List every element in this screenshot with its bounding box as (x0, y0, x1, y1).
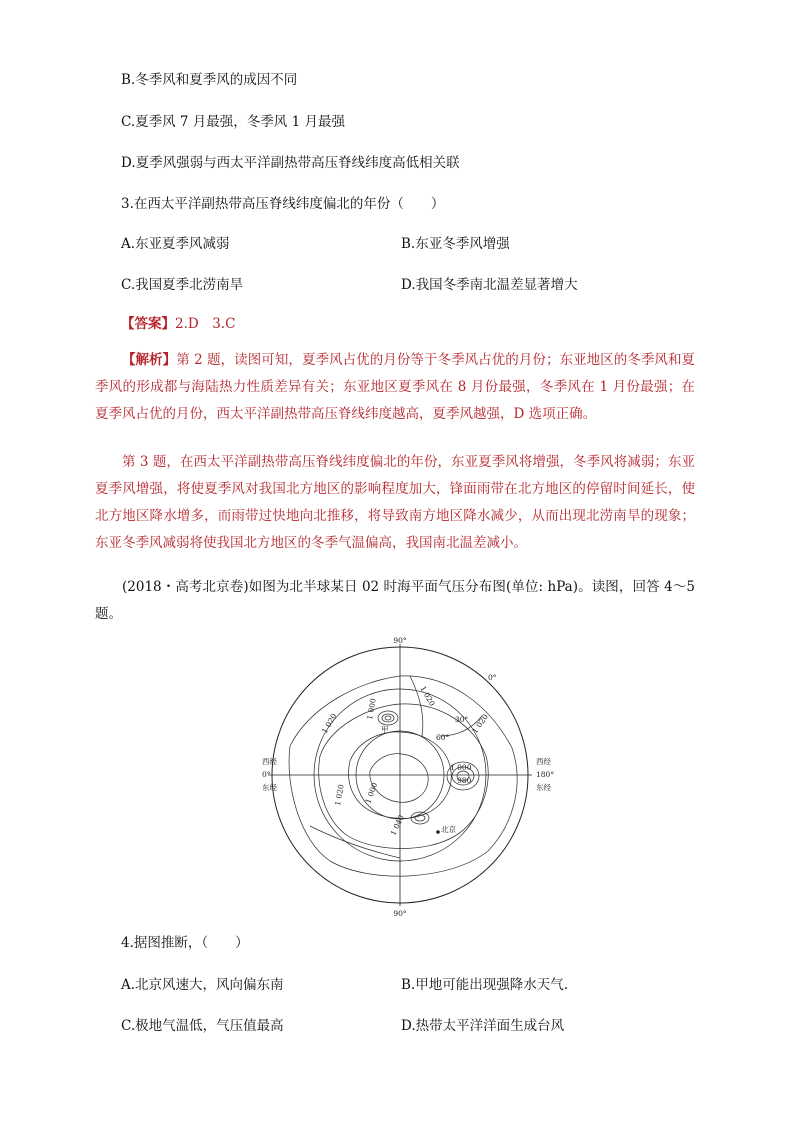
label-30-degree: 30° (455, 715, 469, 724)
q3-option-b: B.东亚冬季风增强 (401, 236, 510, 252)
analysis-text-2: 第 3 题，在西太平洋副热带高压脊线纬度偏北的年份，东亚夏季风将增强，冬季风将减弱；东亚夏季风增强，将使夏季风对我国北方地区的影响程度加大，锋面雨带在北方地区的停留时间延长，使北方地区降水增多，而雨带过快地向北推移，将导致南方地区降水减少，从而出现北涝南旱的现象；东亚冬季风减弱将使我国北方地区的冬季气温偏高，我国南北温差减小。 (95, 454, 695, 551)
label-beijing: 北京 (441, 825, 456, 834)
isobar-label-1020-top: 1 020 (418, 684, 437, 708)
label-90-top: 90° (393, 636, 407, 645)
isobar-label-1020-lower: 1 020 (333, 783, 346, 807)
label-60-degree: 60° (436, 733, 450, 742)
isobar-label-1000-right: 1 000 (450, 763, 472, 772)
analysis-tag: 【解析】 (122, 352, 177, 368)
analysis-text-1: 第 2 题，读图可知，夏季风占优的月份等于冬季风占优的月份；东亚地区的冬季风和夏季风的形成都与海陆热力性质差异有关；东亚地区夏季风在 8 月份最强，冬季风在 1 月份最强；在夏季风占优的月份，西太平洋副热带高压脊线纬度越高，夏季风越强，D 选项正确。 (95, 352, 696, 422)
label-east-right: 东经 (536, 783, 551, 792)
label-west-right: 西经 (536, 757, 551, 766)
q4-option-b: B.甲地可能出现强降水天气. (401, 977, 569, 993)
analysis-paragraph-1 (95, 347, 695, 428)
answer-line (121, 314, 235, 334)
analysis-paragraph-2 (95, 449, 695, 557)
isobar-lines (289, 676, 517, 876)
answer-text: 2.D 3.C (175, 316, 236, 332)
isobar-label-1040: 1 040 (388, 813, 406, 837)
q2-option-d: D.夏季风强弱与西太平洋副热带高压脊线纬度高低相关联 (121, 155, 460, 171)
beijing-marker (436, 830, 440, 834)
label-0-degree: 0° (488, 673, 497, 682)
label-180-right: 180° (536, 770, 555, 779)
answer-tag: 【答案】 (121, 316, 175, 332)
q2-option-c: C.夏季风 7 月最强，冬季风 1 月最强 (121, 114, 345, 130)
isobar-label-980: 980 (457, 776, 472, 785)
q3-option-c: C.我国夏季北涝南旱 (121, 277, 244, 293)
q4-stem: 4.据图推断，（ ） (121, 935, 249, 951)
isobar-label-1000-left: 1 000 (365, 697, 378, 721)
label-west-left: 西经 (262, 757, 277, 766)
isobar-label-1000-lower: 1 000 (363, 781, 380, 805)
pressure-map-figure (250, 636, 555, 918)
figure-intro: (2018・高考北京卷)如图为北半球某日 02 时海平面气压分布图(单位: hPa)。读图，回答 4～5 题。 (95, 579, 695, 622)
q4-option-d: D.热带太平洋洋面生成台风 (401, 1018, 565, 1034)
label-jia: 甲 (381, 725, 389, 734)
isobar-label-1020-left: 1 020 (319, 711, 339, 735)
q2-option-b: B.冬季风和夏季风的成因不同 (121, 72, 298, 88)
label-90-bottom: 90° (393, 909, 407, 918)
label-east-left: 东经 (262, 783, 277, 792)
q3-option-d: D.我国冬季南北温差显著增大 (401, 277, 578, 293)
isobar-label-1020-right: 1 020 (470, 712, 490, 736)
q4-option-a: A.北京风速大，风向偏东南 (121, 977, 284, 993)
label-0-left: 0° (262, 770, 271, 779)
q3-option-a: A.东亚夏季风减弱 (121, 236, 230, 252)
q3-stem: 3.在西太平洋副热带高压脊线纬度偏北的年份（ ） (121, 196, 445, 212)
q4-option-c: C.极地气温低，气压值最高 (121, 1018, 284, 1034)
